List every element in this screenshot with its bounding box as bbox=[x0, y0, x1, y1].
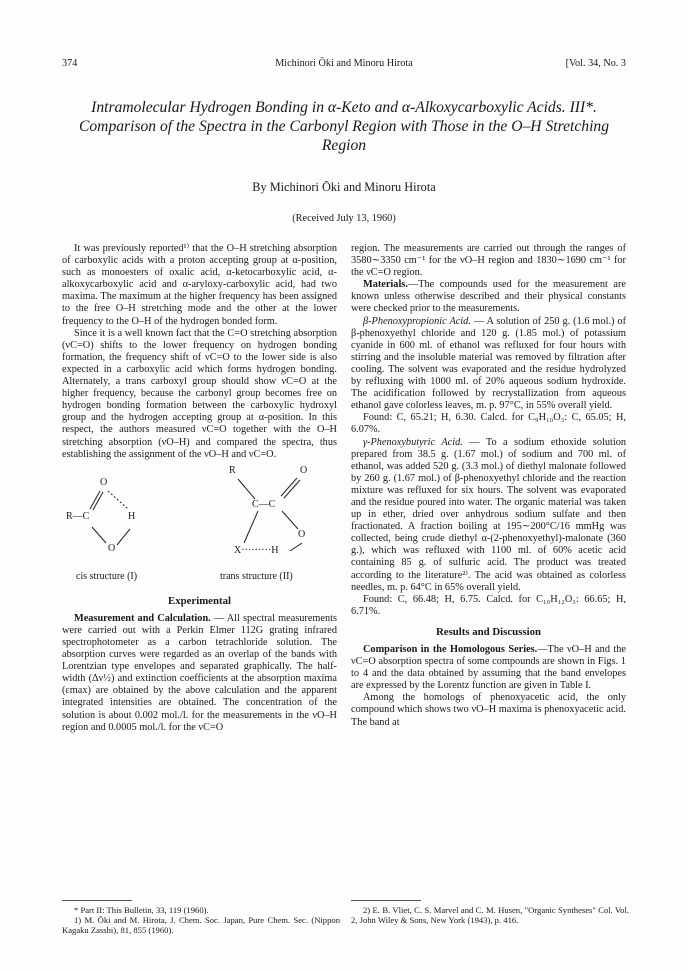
propionic-lead: β-Phenoxypropionic Acid. bbox=[363, 315, 471, 327]
materials-text: —The compounds used for the measurement are known unless otherwise described and their physical constants were checked prior to the measurements. bbox=[351, 279, 626, 315]
cis-hydrogen: H bbox=[128, 510, 136, 522]
received-date: (Received July 13, 1960) bbox=[292, 213, 396, 224]
footnote-rule-right bbox=[351, 900, 421, 901]
homologs-paragraph: Among the homologs of phenoxyacetic acid, the only compound which shows two νO–H maxima is phenoxyacetic acid. The band at bbox=[351, 692, 626, 728]
propionic-analysis: Found: C, 65.21; H, 6.30. Calcd. for C₉H₁₀O₃: C, 65.05; H, 6.07%. bbox=[351, 412, 626, 436]
footnote: 2) E. B. Vliet, C. S. Marvel and C. M. Husen, "Organic Syntheses" Col. Vol. 2, John Wiley & Sons, New York (1943), p. 416. bbox=[351, 905, 629, 926]
body-paragraph: Since it is a well known fact that the C=O stretching absorption (νC=O) shifts to the lower frequency on hydrogen bonding formation, the frequency shift of νC=O to the lower side is also expected in a carboxylic acid which forms hydrogen bonding. Alternately, a trans carboxyl group should show νC=O at the higher frequency, because the carbonyl group becomes free on hydrogen bonding formation between the carboxylic hydroxyl group and the hydrogen accepting group at α-position. In this respect, the authors measured νC=O together with the O–H stretching absorption (νO–H) and compared the spectra, thus establishing the assignment of the νO–H and νC=O. bbox=[62, 327, 337, 460]
measurement-text: — All spectral measurements were carried out with a Perkin Elmer 112G grating infrared spectrophotometer as a carbon tetrachloride solution. The absorption curves were regarded as an overlap of the bands with Lorentzian type envelopes and separated graphically. The half-width (Δν½) and extinction coefficients at the absorption maxima (εmax) are obtained by the above calculation and the apparent integrated intensities are obtained. The concentration of the solution is about 0.002 mol./l. for the measurements in the νO–H region and 0.0005 mol./l. for the νC=O bbox=[62, 612, 337, 733]
footnote-rule-left bbox=[62, 900, 132, 901]
byline: By Michinori Ōki and Minoru Hirota bbox=[252, 180, 436, 194]
butyric-lead: γ-Phenoxybutyric Acid. bbox=[363, 436, 463, 448]
trans-r-group: R bbox=[229, 464, 236, 476]
propionic-text: — A solution of 250 g. (1.6 mol.) of β-phenoxyethyl chloride and 120 g. (1.85 mol.) of potassium cyanide in 600 ml. of ethanol was refluxed for four hours with stirring and the insoluble material was removed by filtration after cooling. The solvent was evaporated and the residue hydrolyzed by refluxing with 1000 ml. of 20% aqueous sodium hydroxide. The acidification followed by recrystallization from aqueous ethanol gave colorless leaves, m. p. 97°C, in 55% overall yield. bbox=[351, 315, 626, 412]
right-column bbox=[351, 243, 626, 729]
trans-carbonyl-oxygen: O bbox=[300, 464, 308, 476]
results-heading: Results and Discussion bbox=[435, 625, 541, 638]
butyric-text: — To a sodium ethoxide solution prepared from 38.5 g. (1.67 mol.) of sodium and 700 ml. of ethanol, was added 520 g. (3.3 mol.) of diethyl malonate followed by 260 g. (1.67 mol.) of β-phenoxyethyl chloride and the reaction mixture was refluxed for six hours. The solvent was evaporated and the residue poured into water. The organic material was taken up in ether, dried over anhydrous sodium sulfate and then fractionated. A fraction boiling at 195∼200°C/16 mmHg was collected, being crude diethyl α-(2-phenoxyethyl)-malonate (360 g.), which was refluxed with 1100 ml. of 60% acetic acid containing 85 g. of sulfuric acid. The product was treated according to the literature²⁾. The acid was obtained as colorless needles, m. p. 64°C in 65% overall yield. bbox=[351, 436, 626, 593]
cis-r-carbon: R—C bbox=[66, 510, 90, 522]
running-authors: Michinori Ōki and Minoru Hirota bbox=[275, 58, 413, 69]
butyric-paragraph bbox=[351, 437, 626, 594]
comparison-lead: Comparison in the Homologous Series. bbox=[363, 644, 538, 655]
cis-structure-label: cis structure (I) bbox=[76, 570, 138, 582]
measurement-lead: Measurement and Calculation. bbox=[74, 612, 211, 624]
experimental-heading: Experimental bbox=[168, 594, 231, 607]
article-title: Intramolecular Hydrogen Bonding in α-Keto and α-Alkoxycarboxylic Acids. III*. Comparison of the Spectra in the Carbonyl Region with Those in the O–H Stretching Region bbox=[78, 99, 609, 154]
comparison-paragraph bbox=[351, 644, 626, 692]
footnotes-left bbox=[62, 905, 340, 936]
trans-structure-label: trans structure (II) bbox=[220, 570, 293, 582]
footnotes-right bbox=[351, 905, 629, 925]
page-number: 374 bbox=[62, 58, 78, 69]
trans-hydroxyl-oxygen: O bbox=[298, 528, 306, 540]
footnote: 1) M. Ōki and M. Hirota, J. Chem. Soc. Japan, Pure Chem. Sec. (Nippon Kagaku Zasshi), 81, 855 (1960). bbox=[62, 915, 340, 936]
structure-figure bbox=[62, 465, 337, 587]
left-column bbox=[62, 243, 337, 734]
cis-carbonyl-oxygen: O bbox=[100, 476, 108, 488]
measurement-paragraph bbox=[62, 613, 337, 734]
trans-carbon-chain: C—C bbox=[252, 498, 276, 510]
continued-paragraph: region. The measurements are carried out through the ranges of 3580∼3350 cm⁻¹ for the νO–H region and 1830∼1690 cm⁻¹ for the νC=O region. bbox=[351, 243, 626, 279]
volume-info: [Vol. 34, No. 3 bbox=[565, 58, 626, 69]
cis-hydroxyl-oxygen: O bbox=[108, 542, 116, 554]
trans-x-h-bond: X·········H bbox=[234, 544, 279, 556]
propionic-paragraph bbox=[351, 316, 626, 413]
intro-paragraph: It was previously reported¹⁾ that the O–H stretching absorption of carboxylic acids with a proton accepting group at α-position, such as monoesters of oxalic acid, α-ketocarboxylic acid, α-alkoxycarboxylic acid and α-aryloxy-carboxylic acid, had two maxima. The maximum at the higher frequency has been assigned to the free O–H stretching mode and the other at the lower frequency to the O–H of the hydrogen bonded form. bbox=[62, 243, 337, 327]
materials-lead: Materials. bbox=[363, 279, 408, 291]
footnote: * Part II: This Bulletin, 33, 119 (1960). bbox=[74, 905, 209, 915]
materials-paragraph bbox=[351, 279, 626, 315]
running-header bbox=[62, 58, 626, 72]
butyric-analysis: Found: C, 66.48; H, 6.75. Calcd. for C₁₀H₁₂O₃: 66.65; H, 6.71%. bbox=[351, 593, 626, 617]
comparison-text: —The νO–H and the νC=O absorption spectra of some compounds are shown in Figs. 1 to 4 and the data obtained by assuming that the band envelopes are expressed by the Lorentz function are given in Table I. bbox=[351, 644, 627, 692]
